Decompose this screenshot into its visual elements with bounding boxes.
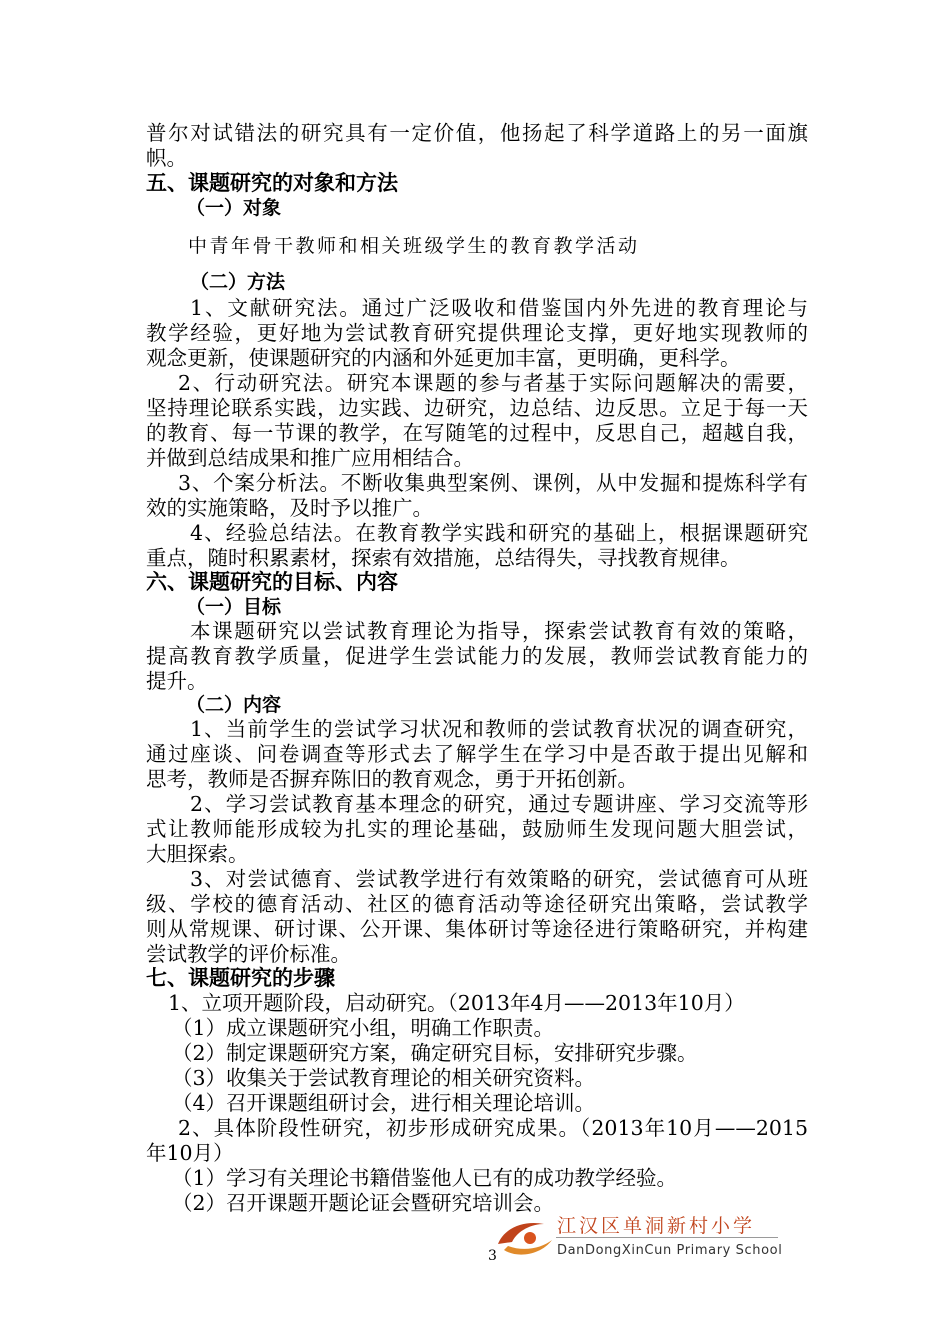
school-name-english: DanDongXinCun Primary School xyxy=(557,1243,783,1258)
step-line: 年10月） xyxy=(146,1141,234,1165)
page-number: 3 xyxy=(488,1248,497,1264)
paragraph-line: 重点，随时积累素材，探索有效措施，总结得失，寻找教育规律。 xyxy=(146,546,741,570)
paragraph-line: 2、行动研究法。研究本课题的参与者基于实际问题解决的需要， xyxy=(178,371,808,395)
step-line: （2）制定课题研究方案，确定研究目标，安排研究步骤。 xyxy=(172,1041,698,1065)
paragraph-line: 教学经验，更好地为尝试教育研究提供理论支撑，更好地实现教师的 xyxy=(146,321,808,345)
step-line: （2）召开课题开题论证会暨研究培训会。 xyxy=(172,1191,555,1215)
paragraph-line: 1、当前学生的尝试学习状况和教师的尝试教育状况的调查研究， xyxy=(190,717,808,741)
subsection-heading-goal: （一）目标 xyxy=(186,596,282,618)
paragraph-line: 4、经验总结法。在教育教学实践和研究的基础上，根据课题研究 xyxy=(190,521,808,545)
paragraph-line: 则从常规课、研讨课、公开课、集体研讨等途径进行策略研究，并构建 xyxy=(146,917,808,941)
step-line: （4）召开课题组研讨会，进行相关理论培训。 xyxy=(172,1091,596,1115)
school-logo-icon xyxy=(494,1214,556,1258)
step-line: （1）成立课题研究小组，明确工作职责。 xyxy=(172,1016,555,1040)
section-heading-6: 六、课题研究的目标、内容 xyxy=(146,570,398,594)
step-line: 2、具体阶段性研究，初步形成研究成果。（2013年10月——2015 xyxy=(178,1116,808,1140)
paragraph-line: 3、对尝试德育、尝试教学进行有效策略的研究，尝试德育可从班 xyxy=(190,867,808,891)
paragraph-line: 3、个案分析法。不断收集典型案例、课例，从中发掘和提炼科学有 xyxy=(178,471,808,495)
school-name: 江汉区单洞新村小学 xyxy=(557,1215,756,1237)
section-heading-5: 五、课题研究的对象和方法 xyxy=(146,171,398,195)
paragraph-line: 的教育、每一节课的教学，在写随笔的过程中，反思自己，超越自我， xyxy=(146,421,808,445)
paragraph-line: 通过座谈、问卷调查等形式去了解学生在学习中是否敢于提出见解和 xyxy=(146,742,808,766)
paragraph-line: 式让教师能形成较为扎实的理论基础，鼓励师生发现问题大胆尝试， xyxy=(146,817,808,841)
paragraph-line: 尝试教学的评价标准。 xyxy=(146,942,351,966)
section-heading-7: 七、课题研究的步骤 xyxy=(146,966,335,990)
paragraph-line: 普尔对试错法的研究具有一定价值，他扬起了科学道路上的另一面旗 xyxy=(146,121,808,145)
paragraph-line: 级、学校的德育活动、社区的德育活动等途径研究出策略，尝试教学 xyxy=(146,892,808,916)
paragraph-line: 大胆探索。 xyxy=(146,842,249,866)
paragraph-line: 效的实施策略，及时予以推广。 xyxy=(146,496,433,520)
paragraph-line: 帜。 xyxy=(146,146,187,170)
object-text: 中青年骨干教师和相关班级学生的教育教学活动 xyxy=(188,235,640,257)
paragraph-line: 2、学习尝试教育基本理念的研究，通过专题讲座、学习交流等形 xyxy=(190,792,808,816)
subsection-heading-object: （一）对象 xyxy=(186,197,282,219)
paragraph-line: 本课题研究以尝试教育理论为指导，探索尝试教育有效的策略， xyxy=(190,619,808,643)
subsection-heading-content: （二）内容 xyxy=(186,694,282,716)
paragraph-line: 观念更新，使课题研究的内涵和外延更加丰富，更明确，更科学。 xyxy=(146,346,741,370)
subsection-heading-method: （二）方法 xyxy=(190,271,286,293)
footer-divider xyxy=(556,1237,778,1238)
step-line: （1）学习有关理论书籍借鉴他人已有的成功教学经验。 xyxy=(172,1166,678,1190)
paragraph-line: 思考，教师是否摒弃陈旧的教育观念，勇于开拓创新。 xyxy=(146,767,638,791)
paragraph-line: 1、文献研究法。通过广泛吸收和借鉴国内外先进的教育理论与 xyxy=(190,296,808,320)
paragraph-line: 并做到总结成果和推广应用相结合。 xyxy=(146,446,474,470)
paragraph-line: 提升。 xyxy=(146,669,208,693)
paragraph-line: 提高教育教学质量，促进学生尝试能力的发展，教师尝试教育能力的 xyxy=(146,644,808,668)
step-line: 1、立项开题阶段，启动研究。（2013年4月——2013年10月） xyxy=(168,991,745,1015)
paragraph-line: 坚持理论联系实践，边实践、边研究，边总结、边反思。立足于每一天 xyxy=(146,396,808,420)
step-line: （3）收集关于尝试教育理论的相关研究资料。 xyxy=(172,1066,596,1090)
